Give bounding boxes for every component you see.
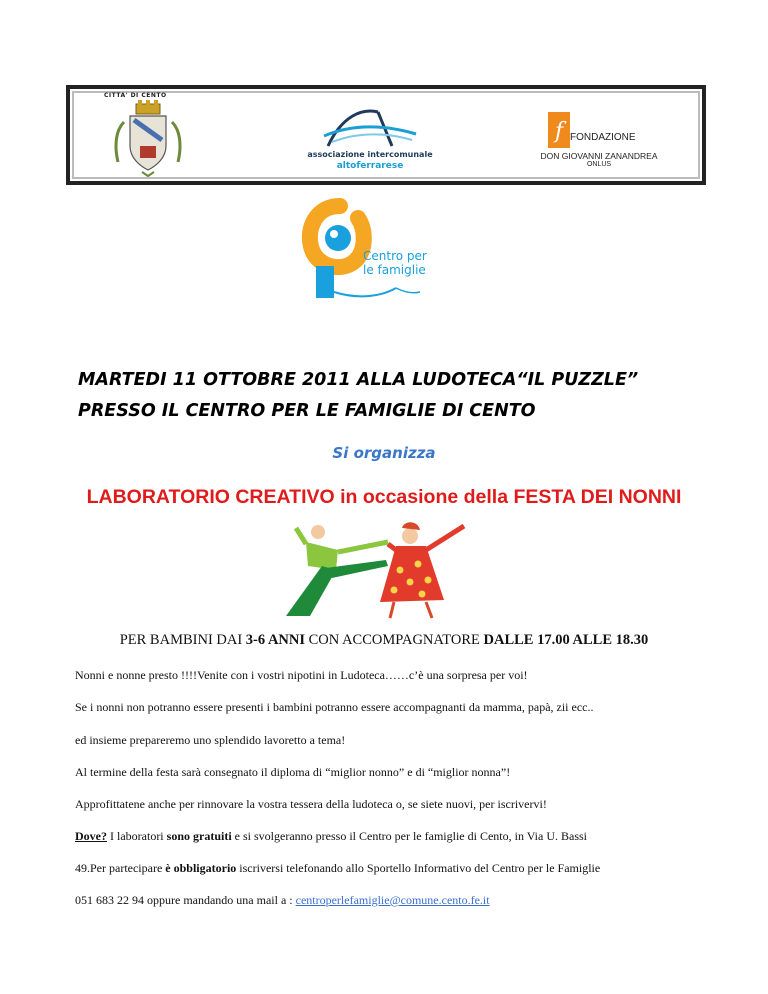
paragraph-line-6 bbox=[75, 829, 755, 844]
paragraph-line-4: Al termine della festa sarà consegnato il diploma di “miglior nonno” e di “miglior nonna”! bbox=[75, 765, 511, 779]
participate-text-1: 49.Per partecipare bbox=[75, 861, 166, 875]
centro-famiglie-text bbox=[363, 249, 427, 277]
free-label: sono gratuiti bbox=[166, 829, 232, 843]
associazione-logo bbox=[322, 106, 418, 150]
mandatory-label: è obbligatorio bbox=[165, 861, 237, 875]
paragraph-line-2: Se i nonni non potranno essere presenti i bambini potranno essere accompagnanti da mamma, papà, zii ecc.. bbox=[75, 700, 594, 714]
where-label: Dove? bbox=[75, 829, 107, 843]
subtitle: Si organizza bbox=[332, 444, 436, 462]
headline-line-1: MARTEDI 11 OTTOBRE 2011 ALLA LUDOTECA“IL PUZZLE” bbox=[78, 370, 639, 390]
associazione-label: associazione intercomunale bbox=[307, 150, 433, 159]
altoferrarese-label: altoferrarese bbox=[336, 161, 404, 171]
centro-line-1: Centro per bbox=[363, 249, 427, 263]
fondazione-onlus: ONLUS bbox=[586, 161, 612, 168]
city-label: CITTA' DI CENTO bbox=[104, 92, 167, 99]
age-companion: CON ACCOMPAGNATORE bbox=[305, 632, 484, 648]
age-range: 3-6 ANNI bbox=[245, 632, 306, 648]
headline-line-2: PRESSO IL CENTRO PER LE FAMIGLIE DI CENTO bbox=[78, 401, 536, 421]
phone-text: 051 683 22 94 oppure mandando una mail a : bbox=[75, 893, 296, 907]
paragraph-line-3: ed insieme prepareremo uno splendido lavoretto a tema! bbox=[75, 733, 346, 747]
fondazione-label: FONDAZIONE bbox=[570, 132, 636, 143]
where-text-1: I laboratori bbox=[107, 829, 167, 843]
svg-text:f: f bbox=[555, 119, 564, 144]
where-text-2: e si svolgeranno presso il Centro per le famiglie di Cento, in Via U. Bassi bbox=[231, 829, 588, 843]
fondazione-name: DON GIOVANNI ZANANDREA bbox=[540, 151, 658, 161]
participate-text-2: iscriversi telefonando allo Sportello Informativo del Centro per le Famiglie bbox=[236, 861, 601, 875]
cento-crest-logo bbox=[112, 100, 184, 178]
centro-line-2: le famiglie bbox=[363, 263, 426, 277]
paragraph-line-7 bbox=[75, 861, 755, 876]
email-link[interactable]: centroperlefamiglie@comune.cento.fe.it bbox=[295, 893, 490, 907]
age-prefix: PER BAMBINI DAI bbox=[119, 632, 246, 648]
lab-title: LABORATORIO CREATIVO in occasione della FESTA DEI NONNI bbox=[86, 486, 682, 508]
age-time-line bbox=[0, 632, 768, 649]
fondazione-logo bbox=[548, 112, 570, 148]
dancing-grandparents-illustration bbox=[276, 520, 476, 620]
time-range: DALLE 17.00 ALLE 18.30 bbox=[483, 632, 649, 648]
paragraph-line-1: Nonni e nonne presto !!!!Venite con i vostri nipotini in Ludoteca……c’è una sorpresa per voi! bbox=[75, 668, 528, 682]
paragraph-line-8 bbox=[75, 893, 755, 908]
paragraph-line-5: Approfittatene anche per rinnovare la vostra tessera della ludoteca o, se siete nuovi, per iscrivervi! bbox=[75, 797, 547, 811]
